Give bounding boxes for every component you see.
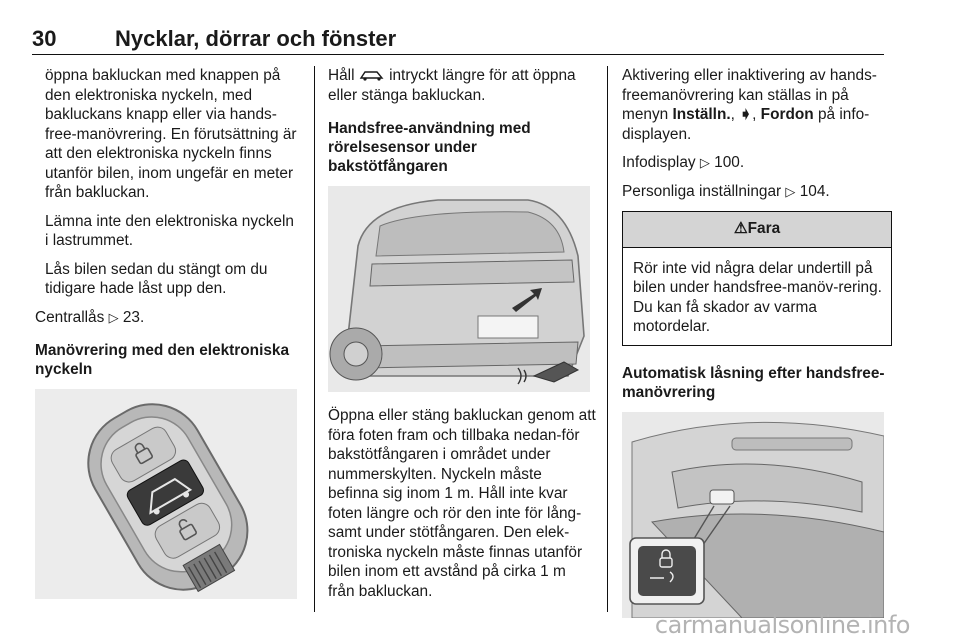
text-run: på info-displayen. (622, 106, 870, 143)
tailgate-button-icon (359, 69, 385, 81)
text-run: intryckt längre för att öppna eller stänga bakluckan. (328, 67, 576, 104)
cross-reference[interactable] (622, 153, 892, 173)
section-heading: Automatisk låsning efter handsfree-manövrering (622, 364, 885, 401)
column-2 (328, 66, 596, 610)
paragraph (328, 66, 596, 105)
xref-label: Centrallås (35, 308, 105, 326)
section-heading: Handsfree-användning med rörelsesensor under bakstötfångaren (328, 120, 531, 175)
tailgate-lock-button-illustration (622, 412, 884, 618)
warning-header (623, 212, 891, 248)
section-heading: Manövrering med den elektroniska nyckeln (35, 342, 290, 378)
cross-reference[interactable] (622, 182, 892, 202)
paragraph: Lås bilen sedan du stängt om du tidigare hade låst upp den. (45, 260, 268, 297)
xref-arrow-icon: ▷ (699, 155, 710, 170)
xref-arrow-icon: ▷ (108, 309, 119, 325)
paragraph: Lämna inte den elektroniska nyckeln i lastrummet. (45, 212, 294, 249)
page-header (0, 0, 960, 50)
warning-icon: ⚠ (733, 220, 748, 237)
paragraph: öppna bakluckan med knappen på den elektroniska nyckeln, med bakluckans knapp eller via hands-free-manövrering. En förutsättning är att den elektroniska nyckeln finns utanför bilen, inom ungefär en meter från bakluckan. (45, 67, 297, 201)
paragraph (622, 66, 892, 144)
separator: , (752, 106, 757, 123)
warning-title: Fara (747, 220, 781, 237)
electronic-key-illustration (35, 389, 297, 599)
column-1 (35, 66, 300, 613)
menu-path-vehicle: Fordon (760, 106, 814, 123)
xref-label: Personliga inställningar (622, 182, 782, 200)
xref-page: 100. (714, 154, 745, 171)
warning-text: Rör inte vid några delar undertill på bilen under handsfree-manöv-rering. Du kan få skador av varma motordelar. (633, 259, 882, 335)
rear-bumper-sensor-illustration (328, 186, 590, 392)
column-divider (607, 66, 608, 612)
column-3 (622, 66, 892, 632)
watermark: carmanualsonline.info (654, 611, 910, 639)
warning-box (622, 211, 892, 346)
page-number: 30 (32, 26, 57, 51)
paragraph: Öppna eller stäng bakluckan genom att föra foten fram och tillbaka nedan-för bakstötfångaren i området under nummerskylten. Nyckeln måste befinna sig inom 1 m. Håll inte kvar foten längre och rör den inte för lång-samt under stötfångaren. Den elek-troniska nyckeln måste finnas utanför bilen inom ett avstånd på cirka 1 m från bakluckan. (328, 407, 596, 600)
text-run: Aktivering eller inaktivering av hands-freemanövrering kan ställas in på menyn (622, 67, 877, 123)
page-title: Nycklar, dörrar och fönster (115, 26, 397, 51)
text-run: Håll (328, 67, 355, 84)
xref-arrow-icon: ▷ (785, 183, 796, 199)
xref-label: Infodisplay (622, 154, 696, 171)
menu-arrow-icon: ➧ (739, 106, 753, 123)
xref-page: 104. (799, 182, 830, 200)
menu-path-settings: Inställn. (672, 106, 731, 123)
cross-reference[interactable] (35, 308, 300, 328)
header-rule (32, 54, 884, 55)
xref-page: 23. (122, 308, 145, 326)
separator: , (730, 106, 735, 123)
column-divider (314, 66, 315, 612)
